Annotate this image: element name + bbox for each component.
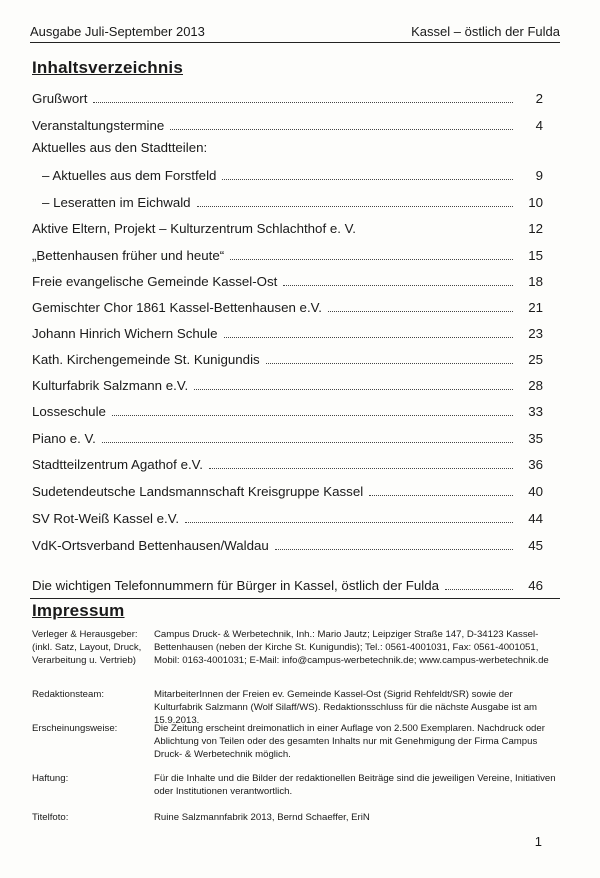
page-number: 1 bbox=[534, 834, 542, 849]
toc-entry: Sudetendeutsche Landsmannschaft Kreisgruppe Kassel 40 bbox=[32, 484, 543, 499]
toc-sub-entry: – Aktuelles aus dem Forstfeld 9 bbox=[42, 168, 543, 183]
toc-entry: Veranstaltungstermine 4 bbox=[32, 118, 543, 133]
toc-heading: Inhaltsverzeichnis bbox=[32, 58, 183, 77]
toc-entry: „Bettenhausen früher und heute“ 15 bbox=[32, 248, 543, 263]
issue-label: Ausgabe Juli-September 2013 bbox=[30, 23, 205, 39]
impressum-row: Verleger & Herausgeber: (inkl. Satz, Layout, Druck, Verarbeitung u. Vertrieb) Campus Druck- & Werbetechnik, Inh.: Mario Jautz; Leipziger Straße 147, D-34123 Kassel-Bettenhausen (neben der Kirche St. Kunigundis); Tel.: 0561-4001031, Fax: 0561-4001051, Mobil: 0163-4001031; E-Mail: info@campus-werbetechnik.de; www.campus-werbetechnik.de bbox=[32, 629, 549, 666]
impressum-row: Erscheinungsweise: Die Zeitung erscheint dreimonatlich in einer Auflage von 2.500 Exemplaren. Nachdruck oder Ablichtung von Teilen oder des gesamten Inhalts nur mit Genehmigung der Firma Campus Druck- & Werbetechnik möglich. bbox=[32, 723, 545, 760]
toc-entry: SV Rot-Weiß Kassel e.V. 44 bbox=[32, 511, 543, 526]
impressum-row: Haftung: Für die Inhalte und die Bilder der redaktionellen Beiträge sind die jeweiligen Vereine, Initiativen oder Institutionen verantwortlich. bbox=[32, 773, 556, 797]
toc-entry: Kath. Kirchengemeinde St. Kunigundis 25 bbox=[32, 352, 543, 367]
toc-entry: Die wichtigen Telefonnummern für Bürger in Kassel, östlich der Fulda 46 bbox=[32, 578, 543, 593]
region-label: Kassel – östlich der Fulda bbox=[411, 23, 560, 39]
toc-entry: Gemischter Chor 1861 Kassel-Bettenhausen e.V. 21 bbox=[32, 300, 543, 315]
page-header bbox=[30, 22, 560, 40]
toc-section-label: Aktuelles aus den Stadtteilen: bbox=[32, 140, 208, 155]
toc-entry: Freie evangelische Gemeinde Kassel-Ost 18 bbox=[32, 274, 543, 289]
header-divider bbox=[30, 42, 560, 43]
impressum-heading: Impressum bbox=[32, 601, 125, 620]
toc-entry: Stadtteilzentrum Agathof e.V. 36 bbox=[32, 457, 543, 472]
toc-entry: VdK-Ortsverband Bettenhausen/Waldau 45 bbox=[32, 538, 543, 553]
toc-entry: Kulturfabrik Salzmann e.V. 28 bbox=[32, 378, 543, 393]
toc-sub-entry: – Leseratten im Eichwald 10 bbox=[42, 195, 543, 210]
toc-entry: Grußwort 2 bbox=[32, 91, 543, 106]
toc-entry: Aktive Eltern, Projekt – Kulturzentrum Schlachthof e. V. 12 bbox=[32, 221, 543, 236]
impressum-row: Redaktionsteam: MitarbeiterInnen der Freien ev. Gemeinde Kassel-Ost (Sigrid Rehfeldt/SR) sowie der Kulturfabrik Salzmann (Wolf Silaff/WS). Redaktionsschluss für die nächste Ausgabe ist am 15.9.2013. bbox=[32, 689, 538, 726]
impressum-row: Titelfoto: Ruine Salzmannfabrik 2013, Bernd Schaeffer, EriN bbox=[32, 812, 370, 823]
toc-entry: Johann Hinrich Wichern Schule 23 bbox=[32, 326, 543, 341]
toc-entry: Losseschule 33 bbox=[32, 404, 543, 419]
impressum-divider bbox=[30, 598, 560, 599]
toc-entry: Piano e. V. 35 bbox=[32, 431, 543, 446]
